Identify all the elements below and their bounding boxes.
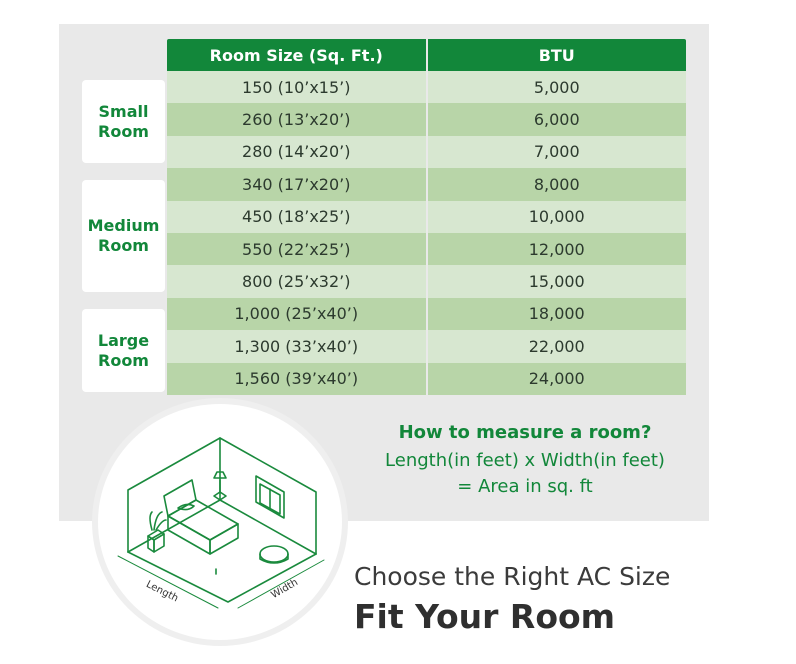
table-row	[167, 265, 686, 297]
table-row	[167, 330, 686, 362]
btu-cell: 18,000	[528, 304, 585, 324]
group-label-medium	[82, 180, 165, 292]
btu-cell: 8,000	[533, 174, 580, 194]
room-illustration-badge	[98, 404, 342, 640]
btu-cell: 6,000	[533, 110, 580, 130]
width-label: Width	[269, 577, 301, 602]
measure-title: How to measure a room?	[398, 422, 652, 443]
group-label-line2: Room	[98, 350, 149, 370]
btu-cell: 10,000	[528, 207, 585, 227]
room-size-cell: 1,000 (25’x40’)	[167, 298, 428, 330]
room-size-cell: 150 (10’x15’)	[167, 71, 428, 103]
measure-result: = Area in sq. ft	[457, 476, 593, 497]
table-header	[167, 39, 686, 71]
table-row	[167, 103, 686, 135]
headline: Fit Your Room	[354, 597, 616, 636]
group-label-line1: Medium	[87, 216, 160, 235]
btu-cell: 12,000	[528, 239, 585, 259]
group-label-line1: Large	[97, 330, 150, 350]
group-label-small	[82, 80, 165, 163]
header-room-size: Room Size (Sq. Ft.)	[167, 39, 428, 71]
btu-cell: 5,000	[533, 77, 580, 97]
header-btu: BTU	[538, 45, 575, 65]
group-label-line1: Small	[98, 101, 149, 121]
table-row	[167, 136, 686, 168]
room-size-cell: 550 (22’x25’)	[167, 233, 428, 265]
table-row	[167, 201, 686, 233]
room-size-cell: 800 (25’x32’)	[167, 265, 428, 297]
group-label-line2: Room	[98, 236, 149, 255]
table-row	[167, 298, 686, 330]
room-size-cell: 260 (13’x20’)	[167, 103, 428, 135]
room-size-cell: 450 (18’x25’)	[167, 201, 428, 233]
tagline: Choose the Right AC Size	[354, 562, 671, 591]
table-row	[167, 233, 686, 265]
group-label-large	[82, 309, 165, 392]
room-size-cell: 1,560 (39’x40’)	[167, 363, 428, 395]
table-row	[167, 363, 686, 395]
table-row	[167, 71, 686, 103]
btu-cell: 7,000	[533, 142, 580, 162]
btu-cell: 15,000	[528, 272, 585, 292]
table-row	[167, 168, 686, 200]
group-label-line2: Room	[98, 121, 149, 141]
room-size-cell: 340 (17’x20’)	[167, 168, 428, 200]
measure-formula: Length(in feet) x Width(in feet)	[385, 450, 665, 471]
room-illustration	[98, 404, 342, 640]
btu-cell: 24,000	[528, 369, 585, 389]
btu-cell: 22,000	[528, 336, 585, 356]
btu-table	[167, 39, 686, 395]
length-label: Length	[144, 578, 180, 605]
room-size-cell: 280 (14’x20’)	[167, 136, 428, 168]
room-size-cell: 1,300 (33’x40’)	[167, 330, 428, 362]
